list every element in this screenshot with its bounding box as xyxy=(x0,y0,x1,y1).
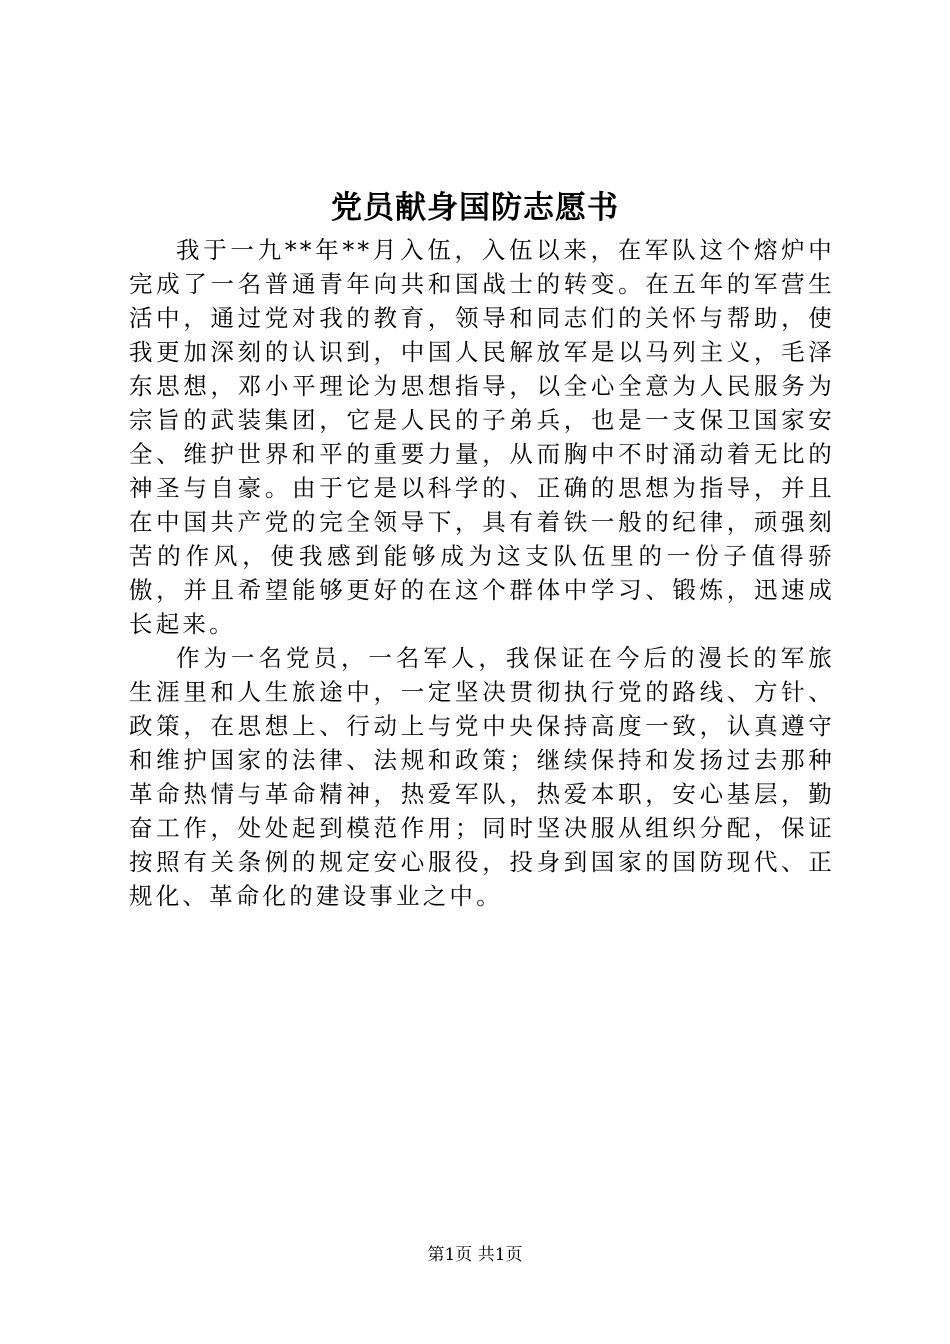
paragraph-2: 作为一名党员，一名军人，我保证在今后的漫长的军旅生涯里和人生旅途中，一定坚决贯彻执行党的路线、方针、政策，在思想上、行动上与党中央保持高度一致，认真遵守和维护国家的法律、法规和政策；继续保持和发扬过去那种革命热情与革命精神，热爱军队，热爱本职，安心基层，勤奋工作，处处起到模范作用；同时坚决服从组织分配，保证按照有关条例的规定安心服役，投身到国家的国防现代、正规化、革命化的建设事业之中。 xyxy=(129,644,835,910)
page-footer: 第1页 共1页 xyxy=(427,1245,523,1265)
page-title: 党员献身国防志愿书 xyxy=(331,190,619,226)
document-body xyxy=(129,233,835,913)
paragraph-1: 我于一九**年**月入伍，入伍以来，在军队这个熔炉中完成了一名普通青年向共和国战士的转变。在五年的军营生活中，通过党对我的教育，领导和同志们的关怀与帮助，使我更加深刻的认识到，中国人民解放军是以马列主义，毛泽东思想，邓小平理论为思想指导，以全心全意为人民服务为宗旨的武装集团，它是人民的子弟兵，也是一支保卫国家安全、维护世界和平的重要力量，从而胸中不时涌动着无比的神圣与自豪。由于它是以科学的、正确的思想为指导，并且在中国共产党的完全领导下，具有着铁一般的纪律，顽强刻苦的作风，使我感到能够成为这支队伍里的一份子值得骄傲，并且希望能够更好的在这个群体中学习、锻炼，迅速成长起来。 xyxy=(129,236,835,638)
